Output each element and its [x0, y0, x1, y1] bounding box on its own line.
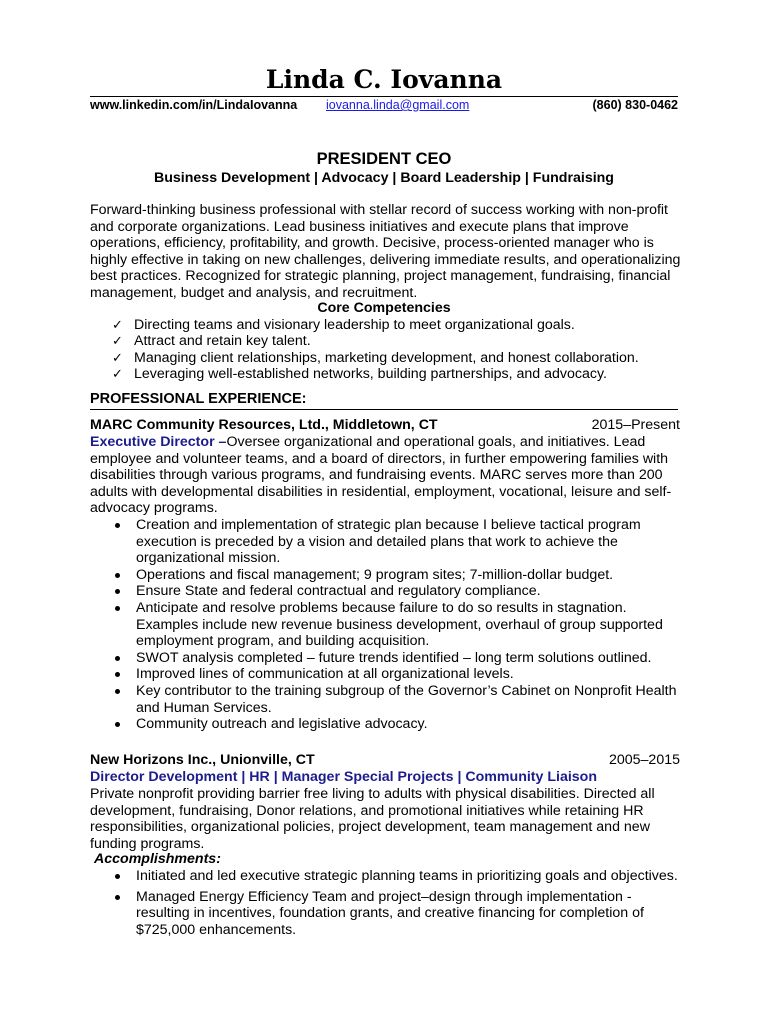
job-bullets: [112, 517, 684, 733]
checkmark-icon: ✓: [112, 317, 123, 332]
checkmark-icon: ✓: [112, 349, 123, 365]
accomplishments-title: Accomplishments:: [94, 851, 221, 867]
bullet-icon: [115, 722, 120, 727]
checkmark-icon: ✓: [112, 333, 123, 349]
job-description-text: Oversee organizational and operational goals, and initiatives. Lead employee and volunteer teams, and a board of directors, in further empowering families with disabilities through various programs, and fundraising events. MARC serves more than 200 adults with developmental disabilities in residential, employment, vocational, leisure and self-advocacy programs.: [90, 434, 672, 517]
bullet-icon: [115, 874, 120, 879]
bullet-icon: [115, 573, 120, 578]
list-item: Anticipate and resolve problems because failure to do so results in stagnation. Examples include new revenue business development, overhaul of group supported employment program, and building acquisition.: [112, 600, 684, 650]
list-item: ✓ Leveraging well-established networks, building partnerships, and advocacy.: [112, 365, 607, 382]
list-item: Operations and fiscal management; 9 program sites; 7-million-dollar budget.: [112, 567, 684, 584]
job-dates: 2005–2015: [608, 752, 680, 768]
list-item: ✓ Directing teams and visionary leadership to meet organizational goals.: [112, 317, 575, 333]
role-separator: –: [214, 434, 227, 450]
linkedin-url[interactable]: www.linkedin.com/in/LindaIovanna: [90, 98, 298, 112]
checkmark-icon: ✓: [112, 365, 123, 381]
candidate-name: Linda C. Iovanna: [265, 65, 503, 94]
bullet-icon: [115, 895, 120, 900]
bullet-icon: [115, 606, 120, 611]
contact-row: [90, 96, 678, 113]
core-competencies-title: Core Competencies: [317, 300, 451, 316]
bullet-icon: [115, 689, 120, 694]
job-dates: 2015–Present: [591, 417, 680, 433]
list-item: SWOT analysis completed – future trends identified – long term solutions outlined.: [112, 650, 684, 667]
job-description: Private nonprofit providing barrier free living to adults with physical disabilities. Directed all development, fundraising, Donor relations, and promotional initiatives while retaining HR responsibilities, organizational policies, project development, team management and new funding programs.: [90, 786, 655, 852]
bullet-icon: [115, 656, 120, 661]
list-item: ✓ Attract and retain key talent.: [112, 333, 311, 350]
subheadline: Business Development | Advocacy | Board Leadership | Fundraising: [154, 170, 614, 186]
list-item: Initiated and led executive strategic planning teams in prioritizing goals and objectives.: [112, 868, 684, 885]
job-header: [90, 417, 678, 434]
list-item: Community outreach and legislative advocacy.: [112, 716, 684, 733]
phone-number: (860) 830-0462: [592, 98, 678, 112]
company-name: MARC Community Resources, Ltd., Middletown, CT: [90, 417, 438, 433]
headline: PRESIDENT CEO: [316, 150, 452, 168]
summary-paragraph: Forward-thinking business professional with stellar record of success working with non-profit and corporate organizations. Lead business initiatives and execute plans that improve operations, efficiency, profitability, and growth. Decisive, process-oriented manager who is highly effective in taking on new challenges, delivering immediate results, and operationalizing best practices. Recognized for strategic planning, project management, fundraising, financial management, budget and analysis, and recruitment.: [90, 202, 681, 301]
job-header: [90, 752, 678, 769]
bullet-icon: [115, 672, 120, 677]
list-item: Key contributor to the training subgroup of the Governor’s Cabinet on Nonprofit Health and Human Services.: [112, 683, 684, 716]
list-item: ✓ Managing client relationships, marketing development, and honest collaboration.: [112, 349, 639, 366]
list-item: Improved lines of communication at all organizational levels.: [112, 666, 684, 683]
core-competencies-list: [112, 317, 682, 382]
email-link[interactable]: iovanna.linda@gmail.com: [326, 98, 470, 112]
experience-section-title: PROFESSIONAL EXPERIENCE:: [90, 390, 678, 410]
list-item: Ensure State and federal contractual and regulatory compliance.: [112, 583, 684, 600]
accomplishment-bullets: [112, 868, 684, 938]
bullet-icon: [115, 523, 120, 528]
bullet-icon: [115, 589, 120, 594]
company-name: New Horizons Inc., Unionville, CT: [90, 752, 315, 768]
list-item: Creation and implementation of strategic plan because I believe tactical program execution is preceded by a vision and detailed plans that work to achieve the organizational mission.: [112, 517, 684, 567]
job-role: Executive Director: [90, 434, 215, 450]
list-item: Managed Energy Efficiency Team and project–design through implementation - resulting in incentives, foundation grants, and creative financing for completion of $725,000 enhancements.: [112, 889, 684, 939]
job-role: Director Development | HR | Manager Special Projects | Community Liaison: [90, 769, 598, 785]
job-description: [90, 434, 682, 517]
